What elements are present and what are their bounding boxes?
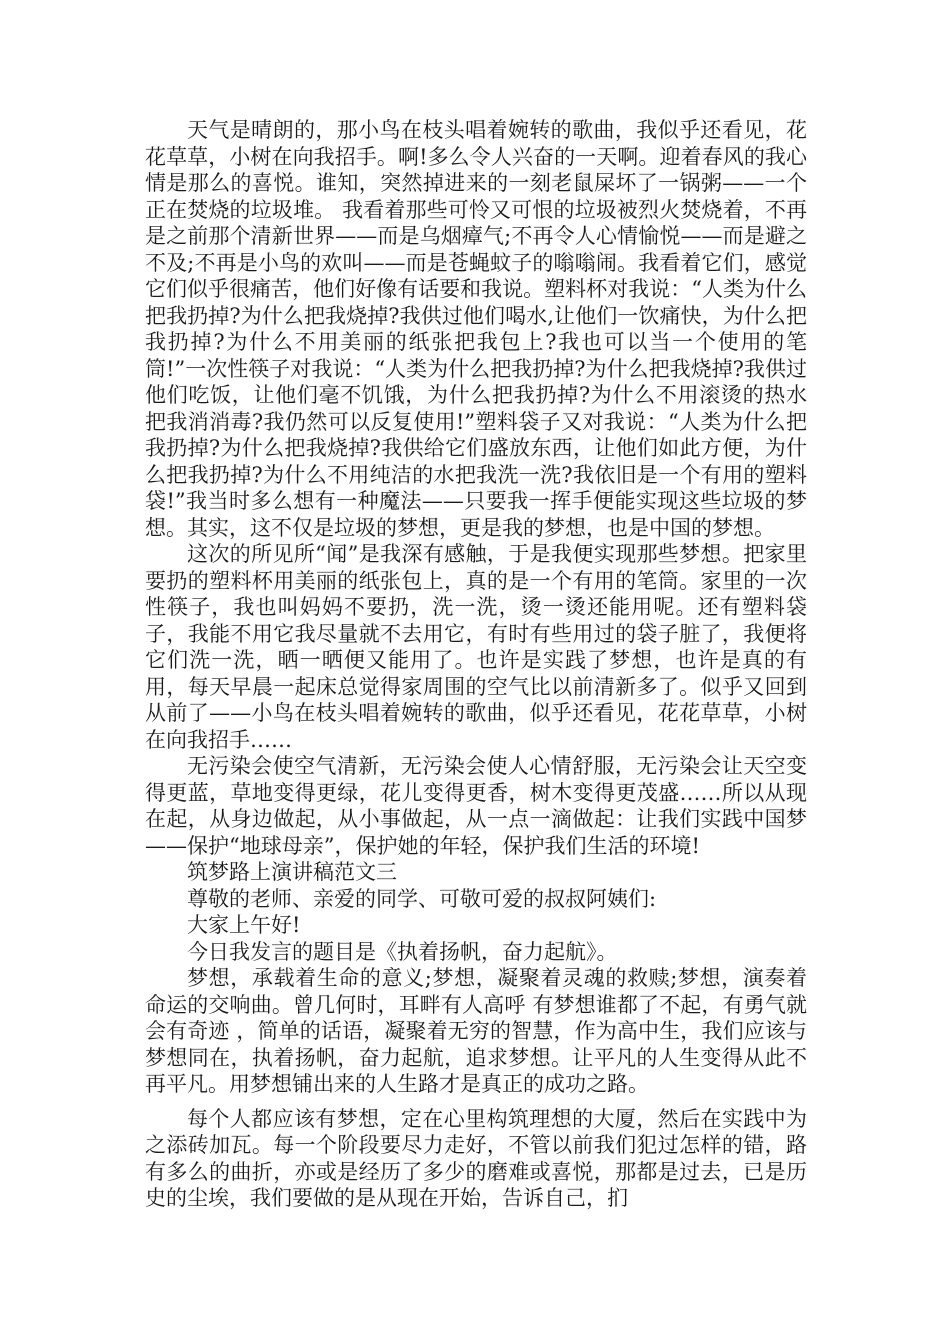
paragraph-3: 无污染会使空气清新，无污染会使人心情舒服，无污染会让天空变得更蓝，草地变得更绿，花儿变得更香，树木变得更茂盛……所以从现在起，从身边做起，从小事做起，从一点一滴做起：让我们实践中国梦——保护“地球母亲”，保护她的年轻，保护我们生活的环境! [145,754,807,858]
speech-topic: 今日我发言的题目是《执着扬帆，奋力起航》。 [187,939,618,964]
paragraph-5: 每个人都应该有梦想，定在心里构筑理想的大厦，然后在实践中为之添砖加瓦。每一个阶段要尽力走好，不管以前我们犯过怎样的错，路有多么的曲折，亦或是经历了多少的磨难或喜悦，那都是过去，已是历史的尘埃，我们要做的是从现在开始，告诉自己，扪 [145,1106,807,1210]
salutation: 尊敬的老师、亲爱的同学、可敬可爱的叔叔阿姨们: [187,886,657,911]
paragraph-2: 这次的所见所“闻”是我深有感触，于是我便实现那些梦想。把家里要扔的塑料杯用美丽的纸张包上，真的是一个有用的笔筒。家里的一次性筷子，我也叫妈妈不要扔，洗一洗，烫一烫还能用呢。还有塑料袋子，我能不用它我尽量就不去用它，有时有些用过的袋子脏了，我便将它们洗一洗，晒一晒便又能用了。也许是实践了梦想，也许是真的有用，每天早晨一起床总觉得家周围的空气比以前清新多了。似乎又回到从前了——小鸟在枝头唱着婉转的歌曲，似乎还看见，花花草草，小树在向我招手…… [145,542,807,752]
greeting: 大家上午好! [187,913,301,937]
paragraph-4: 梦想，承载着生命的意义;梦想，凝聚着灵魂的救赎;梦想，演奏着命运的交响曲。曾几何时，耳畔有人高呼 有梦想谁都了不起，有勇气就会有奇迹 ，简单的话语，凝聚着无穷的智慧，作为高中生，我们应该与梦想同在，执着扬帆，奋力起航，追求梦想。让平凡的人生变得从此不再平凡。用梦想铺出来的人生路才是真正的成功之路。 [145,966,807,1096]
section-heading: 筑梦路上演讲稿范文三 [187,860,397,884]
document-body [145,117,807,1212]
paragraph-1: 天气是晴朗的，那小鸟在枝头唱着婉转的歌曲，我似乎还看见，花花草草，小树在向我招手。啊!多么令人兴奋的一天啊。迎着春风的我心情是那么的喜悦。谁知，突然掉进来的一刻老鼠屎坏了一锅粥——一个正在焚烧的垃圾堆。 我看着那些可怜又可恨的垃圾被烈火焚烧着，不再是之前那个清新世界——而是乌烟瘴气;不再令人心情愉悦——而是避之不及;不再是小鸟的欢叫——而是苍蝇蚊子的嗡嗡闹。我看着它们，感觉它们似乎很痛苦，他们好像有话要和我说。塑料杯对我说：“人类为什么把我扔掉?为什么把我烧掉?我供过他们喝水,让他们一饮痛快，为什么把我扔掉?为什么不用美丽的纸张把我包上?我也可以当一个使用的笔筒!”一次性筷子对我说：“人类为什么把我扔掉?为什么把我烧掉?我供过他们吃饭，让他们毫不饥饿，为什么把我扔掉?为什么不用滚烫的热水把我消消毒?我仍然可以反复使用!”塑料袋子又对我说：“人类为什么把我扔掉?为什么把我烧掉?我供给它们盛放东西，让他们如此方便，为什么把我扔掉?为什么不用纯洁的水把我洗一洗?我依旧是一个有用的塑料袋!”我当时多么想有一种魔法——只要我一挥手便能实现这些垃圾的梦想。其实，这不仅是垃圾的梦想，更是我的梦想，也是中国的梦想。 [145,118,807,540]
